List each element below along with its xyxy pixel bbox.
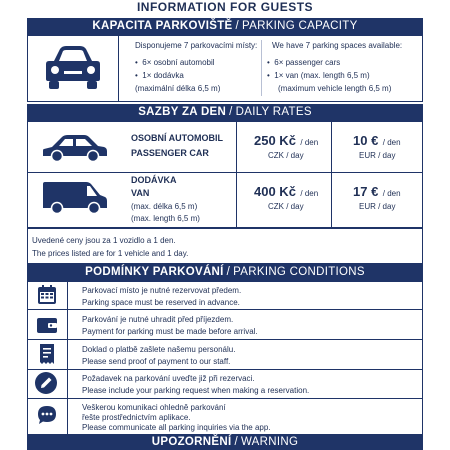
rates-note-cz: Uvedené ceny jsou za 1 vozidlo a 1 den.	[32, 236, 176, 245]
page-title: INFORMATION FOR GUESTS	[136, 0, 314, 14]
capacity-line2-en	[267, 71, 370, 81]
capacity-line1-en	[267, 58, 340, 68]
chat-icon	[35, 403, 59, 427]
capacity-note-cz: (maximální délka 6,5 m)	[135, 84, 221, 93]
heading-separator: /	[229, 106, 233, 118]
pencil-icon	[35, 372, 57, 394]
condition-2-cz: Parkování je nutné uhradit před příjezdem.	[82, 315, 234, 324]
rate-van-per-day-cz-eur: / den	[382, 189, 401, 198]
conditions-heading-cz: PODMÍNKY PARKOVÁNÍ	[85, 266, 224, 278]
capacity-intro-cz: Disponujeme 7 parkovacími místy:	[135, 41, 258, 50]
conditions-row-divider	[27, 398, 423, 399]
rates-heading	[27, 104, 423, 121]
rates-heading-en: DAILY RATES	[235, 106, 312, 118]
rate-car-eur-unit: EUR / day	[359, 151, 396, 160]
rates-heading-cz: SAZBY ZA DEN	[138, 106, 227, 118]
rate-van-czk-price: 400 Kč	[254, 184, 296, 199]
receipt-icon	[35, 342, 59, 366]
capacity-note-en: (maximum vehicle length 6,5 m)	[278, 84, 392, 93]
warning-heading-cz: UPOZORNĚNÍ	[151, 436, 232, 448]
car-side-icon	[40, 133, 110, 163]
condition-1-en: Parking space must be reserved in advance.	[82, 298, 240, 307]
conditions-row-divider	[27, 339, 423, 340]
rate-car-per-day-cz-eur: / den	[382, 138, 401, 147]
capacity-line1-cz	[135, 58, 215, 68]
rate-car-czk	[254, 132, 318, 150]
conditions-row-divider	[27, 309, 423, 310]
rate-car-czk-price: 250 Kč	[254, 133, 296, 148]
car-front-icon	[42, 43, 104, 91]
heading-separator: /	[235, 20, 240, 32]
condition-3-en: Please send proof of payment to our staff.	[82, 357, 231, 366]
rate-car-czk-unit: CZK / day	[268, 151, 304, 160]
rate-car-name-en: PASSENGER CAR	[131, 148, 209, 158]
capacity-divider-1	[118, 35, 119, 102]
van-icon	[40, 180, 110, 216]
rate-van-note-cz: (max. délka 6,5 m)	[131, 202, 198, 211]
capacity-heading-en: PARKING CAPACITY	[242, 20, 358, 32]
rate-car-per-day-cz: / den	[300, 138, 319, 147]
condition-4-en: Please include your parking request when making a reservation.	[82, 386, 310, 395]
capacity-heading-cz: KAPACITA PARKOVIŠTĚ	[92, 20, 233, 32]
conditions-heading-en: PARKING CONDITIONS	[233, 266, 365, 278]
rate-van-name-en: VAN	[131, 188, 150, 198]
rate-van-eur	[353, 183, 401, 201]
condition-3-cz: Doklad o platbě zašlete našemu personálu.	[82, 345, 236, 354]
capacity-divider-2	[261, 40, 262, 96]
calendar-icon	[35, 283, 59, 307]
warning-heading-en: WARNING	[240, 436, 299, 448]
bullet: •	[135, 58, 143, 67]
rate-car-name-cz: OSOBNÍ AUTOMOBIL	[131, 133, 223, 143]
condition-2-en: Payment for parking must be made before arrival.	[82, 327, 258, 336]
condition-4-cz: Požadavek na parkování uveďte již při rezervaci.	[82, 374, 255, 383]
pencil-glyph	[35, 372, 57, 394]
page-header	[0, 0, 450, 15]
rate-van-eur-unit: EUR / day	[359, 202, 396, 211]
capacity-line2-cz	[135, 71, 184, 81]
warning-heading	[27, 435, 423, 450]
rates-col-divider-2	[331, 121, 332, 228]
conditions-row-divider	[27, 369, 423, 370]
bullet: •	[135, 71, 143, 80]
capacity-van-cz: 1× dodávka	[142, 71, 184, 80]
heading-separator: /	[226, 266, 231, 278]
rate-van-name-cz: DODÁVKA	[131, 175, 177, 185]
rate-car-eur	[353, 132, 401, 150]
capacity-cars-cz: 6× osobní automobil	[142, 58, 215, 67]
rates-note-en: The prices listed are for 1 vehicle and 1 day.	[32, 249, 189, 258]
rate-van-czk-unit: CZK / day	[268, 202, 304, 211]
condition-5-cz-cont: řešte prostřednictvím aplikace.	[82, 413, 191, 422]
capacity-intro-en: We have 7 parking spaces available:	[272, 41, 403, 50]
rate-van-eur-price: 17 €	[353, 184, 379, 199]
capacity-cars-en: 6× passenger cars	[274, 58, 341, 67]
rate-van-czk	[254, 183, 318, 201]
condition-1-cz: Parkovací místo je nutné rezervovat předem.	[82, 286, 242, 295]
rate-van-note-en: (max. length 6,5 m)	[131, 214, 200, 223]
condition-5-cz: Veškerou komunikaci ohledně parkování	[82, 403, 226, 412]
rate-van-per-day-cz: / den	[300, 189, 319, 198]
rate-car-eur-price: 10 €	[353, 133, 379, 148]
heading-separator: /	[234, 436, 238, 448]
bullet: •	[267, 58, 275, 67]
capacity-heading	[27, 18, 423, 35]
capacity-van-en: 1× van (max. length 6,5 m)	[274, 71, 370, 80]
condition-5-en: Please communicate all parking inquiries via the app.	[82, 423, 271, 432]
conditions-icon-divider	[67, 281, 68, 435]
rates-col-divider-1	[236, 121, 237, 228]
conditions-heading	[27, 264, 423, 281]
wallet-icon	[35, 313, 59, 337]
bullet: •	[267, 71, 275, 80]
rates-row-divider	[27, 172, 423, 173]
